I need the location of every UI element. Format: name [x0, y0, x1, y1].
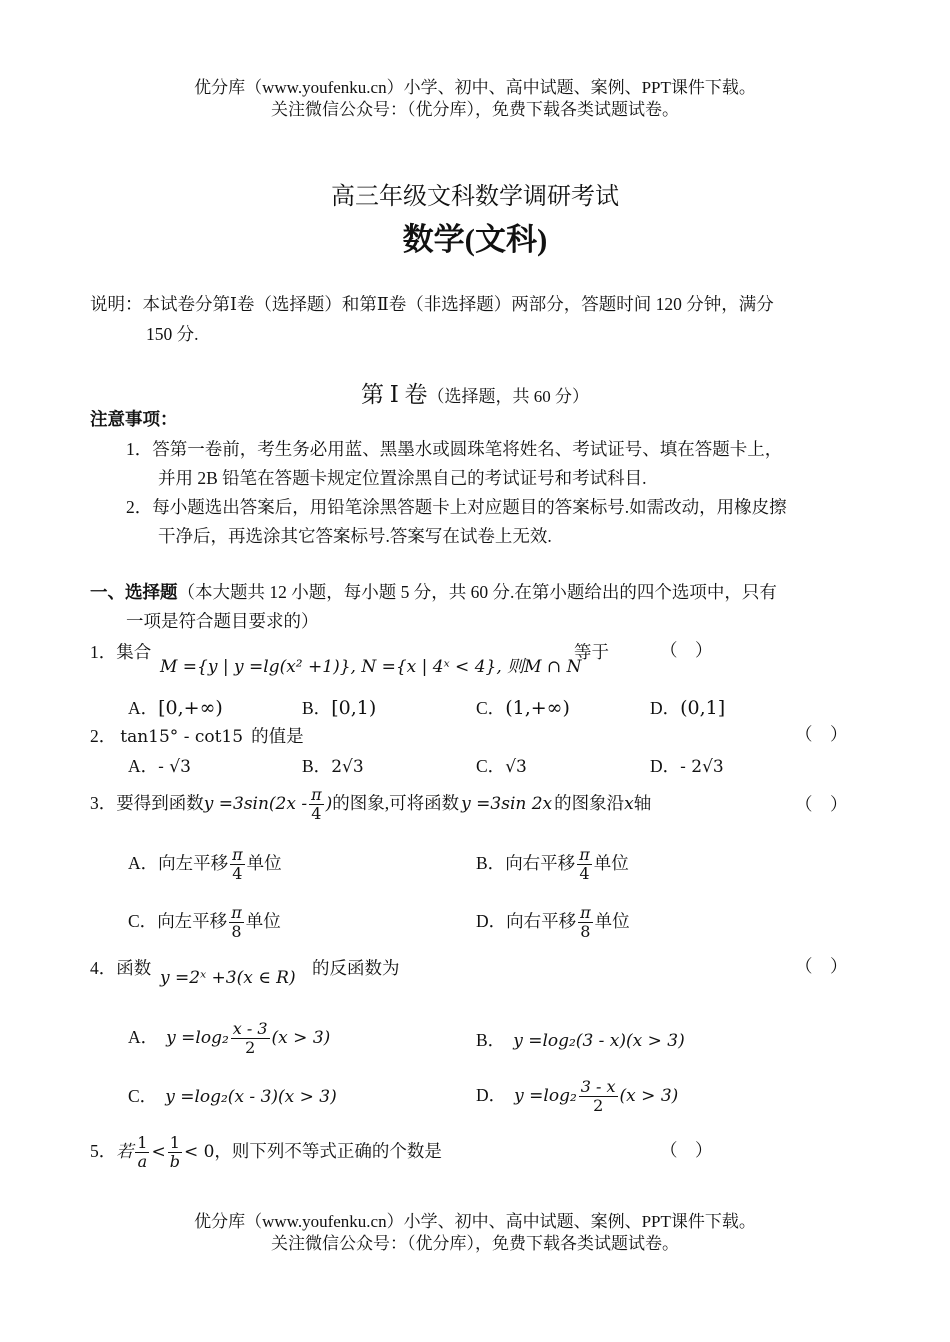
q4-math: y =2ˣ +3(x ∈ R)	[160, 968, 296, 988]
q3-option-d-label: D．	[476, 910, 507, 931]
q1-option-b-label: B．	[302, 698, 332, 718]
exam-note-line-2: 150 分.	[146, 324, 199, 344]
q1-option-c-label: C．	[476, 698, 506, 718]
q2-option-c-label: C．	[476, 756, 506, 776]
q3-option-a-unit: 单位	[246, 852, 282, 873]
q3-option-c	[128, 904, 281, 942]
q1-option-c-value: (1,+∞)	[505, 697, 570, 719]
q1-option-b-value: [0,1)	[331, 697, 377, 719]
q1-option-c	[476, 694, 570, 722]
q4-option-c	[128, 1082, 337, 1111]
q3-option-d	[476, 904, 630, 942]
q4-option-d	[476, 1078, 678, 1116]
q4-option-d-label: D．	[476, 1084, 507, 1105]
q3-option-d-fraction-num: π	[580, 903, 591, 922]
q4-option-a-post: (x > 3)	[271, 1027, 331, 1048]
q2-option-a-value: - √3	[158, 757, 191, 777]
q3-axis: x	[624, 793, 634, 814]
q3-option-b-fraction-den: 4	[577, 864, 592, 883]
q1-option-a	[128, 694, 223, 722]
notice-2-line-1: 2．每小题选出答案后，用铅笔涂黑答题卡上对应题目的答案标号.如需改动，用橡皮擦	[126, 497, 787, 517]
q4-option-a-label: A．	[128, 1026, 159, 1047]
q1-option-d	[650, 694, 725, 722]
q1-answer-bracket: （ ）	[660, 640, 713, 660]
exam-subtitle: 数学(文科)	[402, 222, 548, 257]
section1-desc-1: （本大题共 12 小题，每小题 5 分，共 60 分.在第小题给出的四个选项中，只有	[177, 582, 777, 602]
notice-1-line-1: 1．答第一卷前，考生务必用蓝、黑墨水或圆珠笔将姓名、考试证号、填在答题卡上，	[126, 439, 783, 459]
q4-option-c-value: y =log₂(x - 3)(x > 3)	[165, 1087, 337, 1107]
q2-option-d-value: - 2√3	[680, 757, 724, 777]
q3-option-c-text: 向左平移	[157, 910, 228, 931]
q3-fraction-num: π	[311, 785, 322, 804]
q5-fraction-b-num: 1	[169, 1133, 180, 1152]
q4-option-d-fraction	[579, 1078, 618, 1116]
q5-fraction-b-den: b	[169, 1152, 180, 1172]
footer-line-1: 优分库（www.youfenku.cn）小学、初中、高中试题、案例、PPT课件下载。	[194, 1212, 756, 1231]
q1-option-a-value: [0,+∞)	[158, 697, 223, 719]
section1-desc-2: 一项是符合题目要求的）	[126, 611, 319, 631]
q1-math: M ={y | y =lg(x² +1)}, N ={x | 4ˣ < 4}, 则M ∩ N	[160, 657, 582, 677]
q3-fraction-den: 4	[309, 804, 324, 823]
q2-option-c-value: √3	[505, 757, 527, 777]
q5-fraction-b	[168, 1134, 182, 1172]
q3-lead: 要得到函数	[116, 792, 204, 813]
q3-tail: 的图象沿	[554, 792, 625, 813]
q3-option-b-fraction	[577, 846, 592, 884]
q3-fraction	[309, 786, 324, 824]
q3-axis-tail: 轴	[633, 792, 652, 813]
q3-option-c-unit: 单位	[245, 910, 281, 931]
q3-option-d-fraction	[578, 904, 593, 942]
q3-mid: 的图象,可将函数	[332, 792, 460, 813]
q5-fraction-a-num: 1	[137, 1133, 148, 1152]
part1-heading-main: 第 Ⅰ 卷	[360, 382, 428, 407]
q4-option-d-post: (x > 3)	[619, 1085, 679, 1106]
q2-option-d-label: D．	[650, 756, 681, 776]
exam-title: 高三年级文科数学调研考试	[331, 184, 619, 210]
q4-number: 4．	[90, 958, 117, 978]
q3-number: 3．	[90, 792, 117, 813]
exam-note-line-1: 说明：本试卷分第Ⅰ卷（选择题）和第Ⅱ卷（非选择题）两部分，答题时间 120 分钟，满分	[90, 294, 774, 314]
q4-option-b	[476, 1026, 685, 1055]
q4-option-b-label: B．	[476, 1030, 506, 1050]
header-line-2: 关注微信公众号：（优分库），免费下载各类试题试卷。	[271, 100, 679, 119]
q3-option-c-fraction-num: π	[231, 903, 242, 922]
q3-option-a	[128, 846, 282, 884]
q1-option-b	[302, 694, 376, 722]
q4-option-d-den: 2	[579, 1096, 618, 1115]
q3-option-a-fraction-den: 4	[230, 864, 245, 883]
q4-answer-bracket: （ ）	[795, 956, 848, 976]
notice-2-line-2: 干净后，再选涂其它答案标号.答案写在试卷上无效.	[158, 526, 552, 546]
q3-answer-bracket: （ ）	[795, 794, 848, 814]
q2-math: tan15° - cot15	[120, 727, 244, 747]
q4-option-c-label: C．	[128, 1086, 158, 1106]
q2-option-a	[128, 752, 191, 781]
q4-option-a-fraction	[231, 1020, 270, 1058]
q1-option-d-label: D．	[650, 698, 681, 718]
q4-stem	[90, 954, 151, 982]
q4-option-d-pre: y =log₂	[514, 1085, 577, 1106]
q3-option-b-fraction-num: π	[579, 845, 590, 864]
q2-option-a-label: A．	[128, 756, 159, 776]
q5-lead: 若	[116, 1141, 134, 1162]
notice-title: 注意事项：	[90, 409, 178, 429]
notice-1-line-2: 并用 2B 铅笔在答题卡规定位置涂黑自己的考试证号和考试科目.	[158, 468, 647, 488]
q4-lead: 函数	[116, 958, 152, 978]
q3-stem	[90, 786, 651, 824]
q4-option-b-value: y =log₂(3 - x)(x > 3)	[513, 1031, 685, 1051]
q2-answer-bracket: （ ）	[795, 724, 848, 744]
q1-lead: 集合	[116, 642, 152, 662]
q3-math-1: y =3sin(2x -	[203, 793, 308, 814]
q3-option-b	[476, 846, 629, 884]
q5-stem	[90, 1134, 442, 1172]
q3-option-d-unit: 单位	[594, 910, 630, 931]
q2-option-d	[650, 752, 724, 781]
q3-math-1-close: )	[325, 793, 333, 814]
section1-line-1	[90, 578, 777, 606]
header-line-1: 优分库（www.youfenku.cn）小学、初中、高中试题、案例、PPT课件下载。	[194, 78, 756, 97]
q3-option-b-unit: 单位	[593, 852, 629, 873]
q3-option-a-fraction	[230, 846, 245, 884]
q5-lt: <	[151, 1141, 166, 1162]
q3-option-c-label: C．	[128, 910, 158, 931]
q3-option-b-text: 向右平移	[505, 852, 576, 873]
q3-option-a-text: 向左平移	[158, 852, 229, 873]
part1-heading-sub: （选择题，共 60 分）	[427, 387, 590, 406]
q4-option-a-den: 2	[231, 1038, 270, 1057]
q3-option-d-fraction-den: 8	[578, 922, 593, 941]
q3-option-c-fraction-den: 8	[229, 922, 244, 941]
q5-fraction-a	[135, 1134, 149, 1172]
q4-option-a-num: x - 3	[232, 1019, 268, 1038]
q3-option-d-text: 向右平移	[506, 910, 577, 931]
q2-option-c	[476, 752, 527, 781]
q3-option-c-fraction	[229, 904, 244, 942]
q4-option-d-num: 3 - x	[580, 1077, 616, 1096]
q4-option-a-pre: y =log₂	[166, 1027, 229, 1048]
q2-number: 2．	[90, 726, 117, 746]
q1-number: 1．	[90, 642, 117, 662]
q1-stem	[90, 638, 151, 666]
q2-option-b	[302, 752, 364, 781]
q2-option-b-value: 2√3	[331, 757, 364, 777]
q5-number: 5．	[90, 1140, 117, 1161]
q5-fraction-a-den: a	[135, 1152, 149, 1171]
q2-tail: 的值是	[251, 726, 304, 746]
q4-option-a	[128, 1020, 330, 1058]
section1-label: 一、选择题	[90, 582, 178, 602]
q4-tail: 的反函数为	[312, 958, 400, 978]
q5-tail: ，则下列不等式正确的个数是	[214, 1140, 442, 1161]
q3-option-a-label: A．	[128, 852, 159, 873]
q3-math-2: y =3sin 2x	[461, 793, 553, 814]
q3-option-b-label: B．	[476, 852, 506, 873]
footer-line-2: 关注微信公众号：（优分库），免费下载各类试题试卷。	[271, 1234, 679, 1253]
q5-lt0: < 0	[183, 1141, 215, 1162]
q5-answer-bracket: （ ）	[660, 1140, 713, 1160]
q1-tail: 等于	[574, 642, 609, 662]
q3-option-a-fraction-num: π	[232, 845, 243, 864]
q1-option-d-value: (0,1]	[680, 697, 726, 719]
q2-stem	[90, 722, 304, 751]
q1-option-a-label: A．	[128, 698, 159, 718]
q2-option-b-label: B．	[302, 756, 332, 776]
